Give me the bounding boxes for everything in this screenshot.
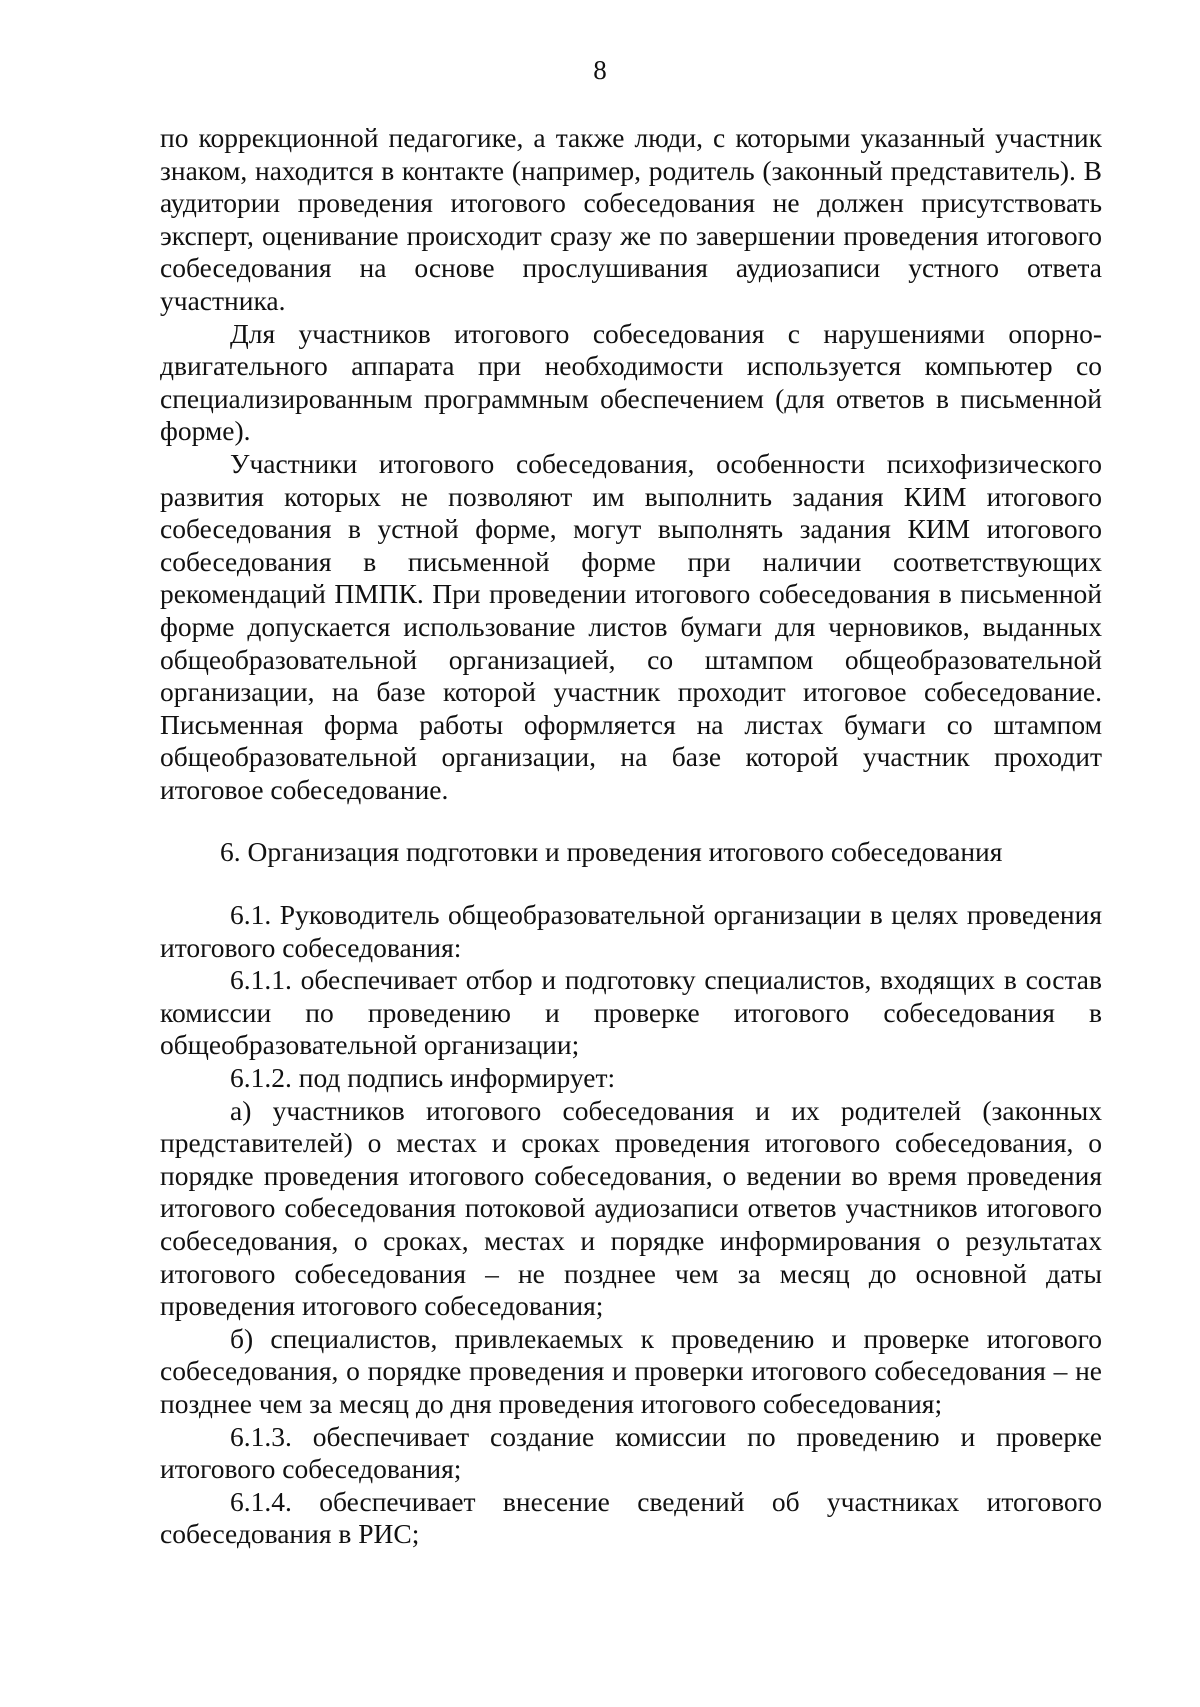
paragraph-6-1-2: 6.1.2. под подпись информирует: xyxy=(230,1062,616,1094)
section-heading-6: 6. Организация подготовки и проведения итогового собеседования xyxy=(220,836,1003,868)
document-body xyxy=(160,122,1102,1551)
paragraph-continuation: по коррекционной педагогике, а также люди, с которыми указанный участник знаком, находится в контакте (например, родитель (законный представитель). В аудитории проведения итогового собеседования не должен присутствовать эксперт, оценивание происходит сразу же по завершении проведения итогового собеседования на основе прослушивания аудиозаписи устного ответа участника. xyxy=(160,122,1102,316)
page-number: 8 xyxy=(593,55,607,85)
paragraph-6-1-1: 6.1.1. обеспечивает отбор и подготовку специалистов, входящих в состав комиссии по проведению и проверке итогового собеседования в общеобразовательной организации; xyxy=(160,964,1102,1061)
paragraph-6-1-2-b: б) специалистов, привлекаемых к проведению и проверке итогового собеседования, о порядке проведения и проверки итогового собеседования – не позднее чем за месяц до дня проведения итогового собеседования; xyxy=(160,1322,1102,1419)
paragraph-6-1-2-a: а) участников итогового собеседования и их родителей (законных представителей) о местах и сроках проведения итогового собеседования, о порядке проведения итогового собеседования, о ведении во время проведения итогового собеседования потоковой аудиозаписи ответов участников итогового собеседования, о сроках, местах и порядке информирования о результатах итогового собеседования – не позднее чем за месяц до основной даты проведения итогового собеседования; xyxy=(160,1094,1102,1322)
paragraph-6-1-3: 6.1.3. обеспечивает создание комиссии по проведению и проверке итогового собеседования; xyxy=(160,1420,1102,1485)
paragraph-written-form: Участники итогового собеседования, особенности психофизического развития которых не позволяют им выполнить задания КИМ итогового собеседования в устной форме, могут выполнять задания КИМ итогового собеседования в письменной форме при наличии соответствующих рекомендаций ПМПК. При проведении итогового собеседования в письменной форме допускается использование листов бумаги для черновиков, выданных общеобразовательной организацией, со штампом общеобразовательной организации, на базе которой участник проходит итоговое собеседование. Письменная форма работы оформляется на листах бумаги со штампом общеобразовательной организации, на базе которой участник проходит итоговое собеседование. xyxy=(160,447,1102,805)
paragraph-6-1-4: 6.1.4. обеспечивает внесение сведений об участниках итогового собеседования в РИС; xyxy=(160,1485,1102,1550)
paragraph-6-1: 6.1. Руководитель общеобразовательной организации в целях проведения итогового собеседования: xyxy=(160,899,1102,963)
paragraph-musculoskeletal: Для участников итогового собеседования с нарушениями опорно-двигательного аппарата при необходимости используется компьютер со специализированным программным обеспечением (для ответов в письменной форме). xyxy=(160,317,1102,447)
